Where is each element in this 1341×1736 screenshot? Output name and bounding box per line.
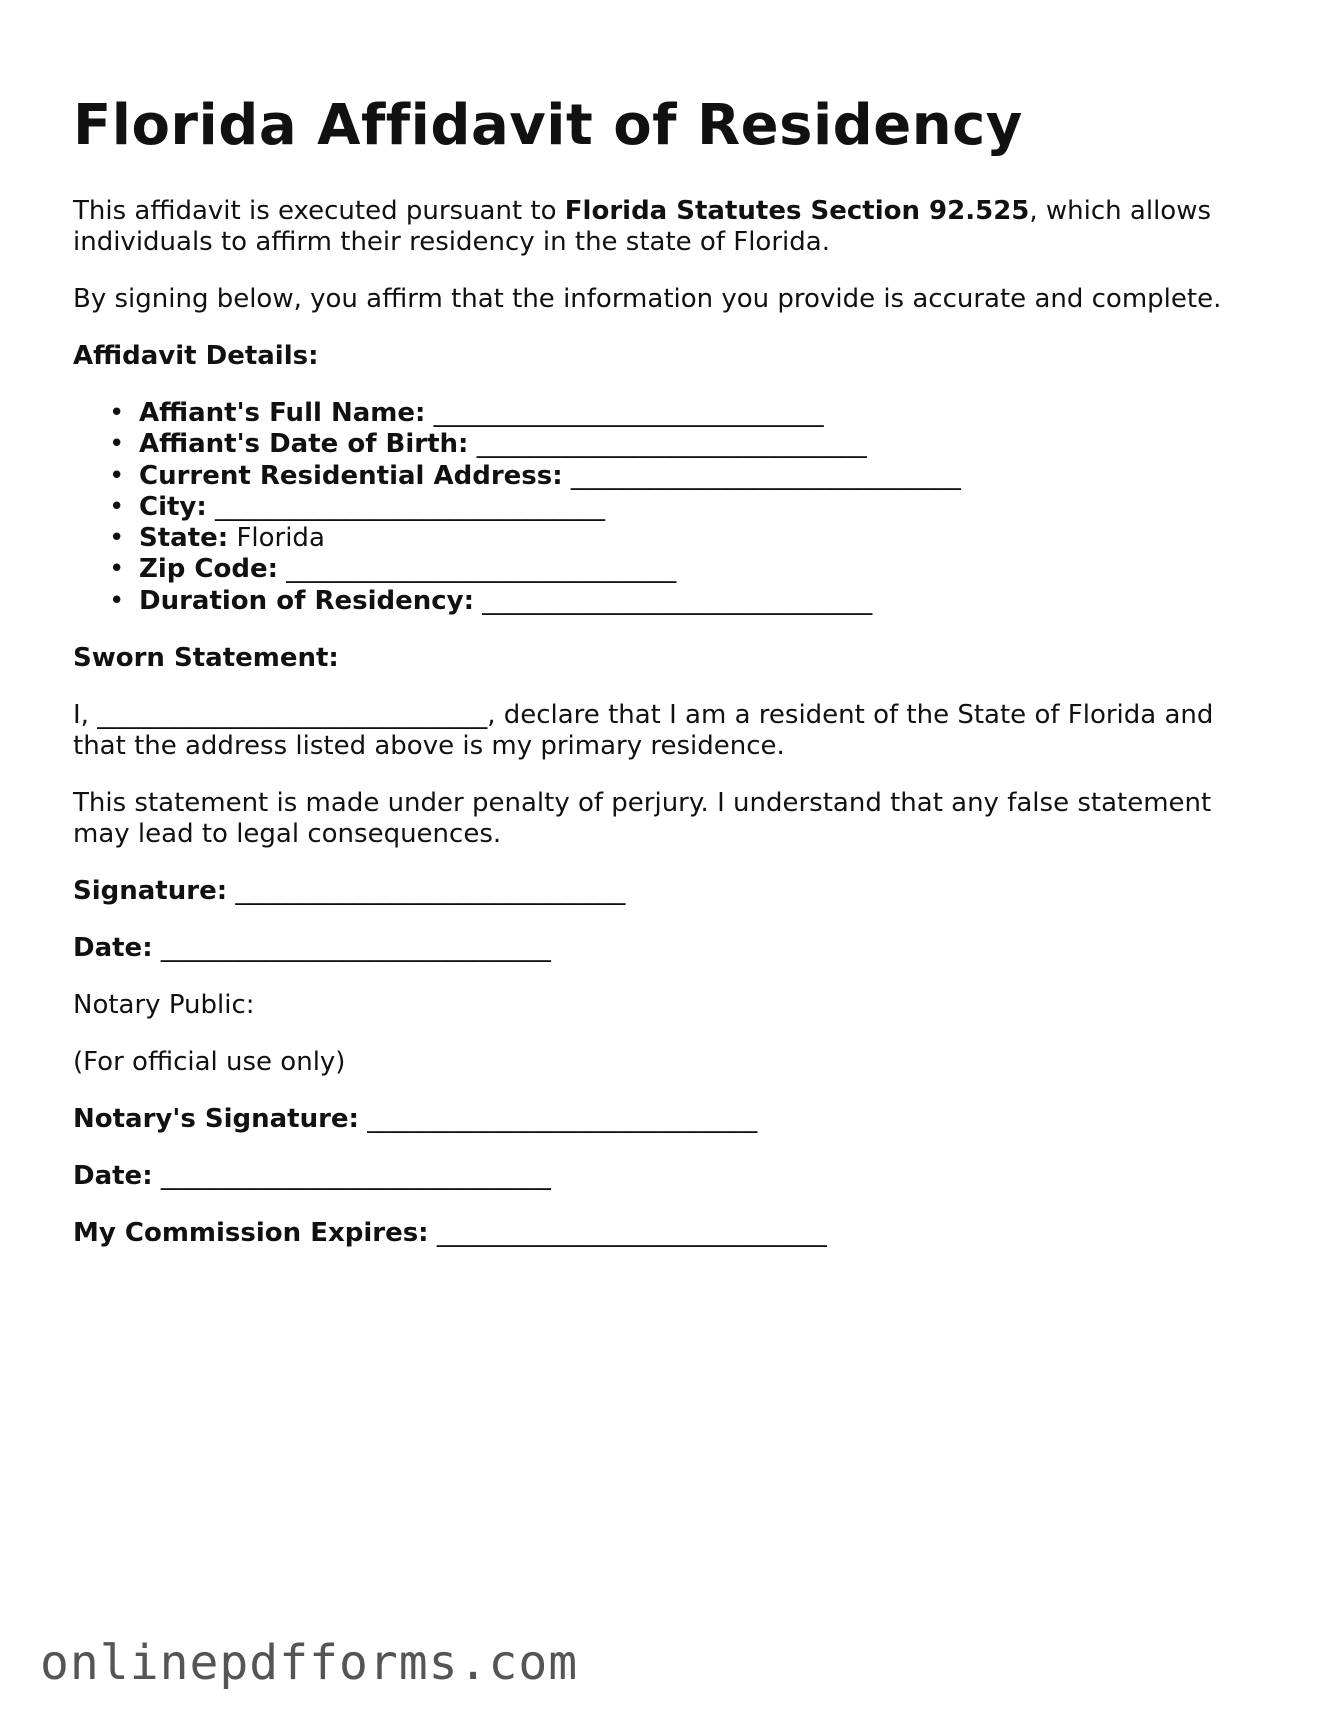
duration-label: Duration of Residency: xyxy=(139,585,475,616)
sworn-statement-paragraph xyxy=(73,700,1263,762)
full-name-field[interactable]: ______________________________ xyxy=(433,398,824,428)
affidavit-document xyxy=(73,92,1263,1275)
notary-public-label: Notary Public: xyxy=(73,990,255,1021)
perjury-paragraph: This statement is made under penalty of perjury. I understand that any false statement may lead to legal consequences. xyxy=(73,788,1212,850)
commission-line xyxy=(73,1218,1263,1249)
signature-field[interactable]: ______________________________ xyxy=(235,876,626,907)
zip-code-field[interactable]: ______________________________ xyxy=(286,554,677,585)
statute-reference: Florida Statutes Section 92.525 xyxy=(564,196,1030,226)
list-item-zip-code xyxy=(109,554,1263,585)
signature-line xyxy=(73,876,1263,907)
details-heading xyxy=(73,341,1263,372)
details-heading-text: Affidavit Details: xyxy=(73,341,319,371)
list-item-full-name xyxy=(109,398,1263,429)
document-title: Florida Affidavit of Residency xyxy=(73,93,1023,158)
sworn-heading-text: Sworn Statement: xyxy=(73,643,339,674)
list-item-address xyxy=(109,460,1263,492)
commission-label: My Commission Expires: xyxy=(73,1218,429,1249)
bullet-icon: • xyxy=(109,429,125,460)
address-field[interactable]: ______________________________ xyxy=(570,460,961,491)
sworn-text-post: , declare that I am a resident of the State of Florida and that the address listed above is my primary residence. xyxy=(73,700,1214,762)
sworn-text-pre: I, xyxy=(73,700,98,731)
date-of-birth-field[interactable]: ______________________________ xyxy=(476,429,867,460)
zip-code-label: Zip Code: xyxy=(139,554,279,585)
bullet-icon: • xyxy=(109,460,125,491)
notary-date-label: Date: xyxy=(73,1161,153,1192)
notary-signature-label: Notary's Signature: xyxy=(73,1104,359,1135)
city-label: City: xyxy=(139,491,207,522)
bullet-icon: • xyxy=(109,491,125,522)
notary-signature-line xyxy=(73,1104,1263,1135)
details-list xyxy=(73,398,1263,617)
city-field[interactable]: ______________________________ xyxy=(215,491,606,522)
affirm-paragraph: By signing below, you affirm that the information you provide is accurate and complete. xyxy=(73,284,1222,314)
date-of-birth-label: Affiant's Date of Birth: xyxy=(139,429,469,460)
notary-date-field[interactable]: ______________________________ xyxy=(160,1161,551,1192)
list-item-state xyxy=(109,523,1263,554)
bullet-icon: • xyxy=(109,585,125,616)
duration-field[interactable]: ______________________________ xyxy=(482,585,873,616)
intro-text-pre: This affidavit is executed pursuant to xyxy=(73,196,565,226)
official-use-note: (For official use only) xyxy=(73,1047,346,1078)
declarant-name-field[interactable]: ______________________________ xyxy=(97,700,488,731)
state-label: State: xyxy=(139,523,229,554)
bullet-icon: • xyxy=(109,523,125,554)
date-label: Date: xyxy=(73,933,153,964)
address-label: Current Residential Address: xyxy=(139,460,563,491)
list-item-duration xyxy=(109,585,1263,617)
list-item-city xyxy=(109,491,1263,523)
bullet-icon: • xyxy=(109,554,125,585)
commission-field[interactable]: ______________________________ xyxy=(436,1218,827,1249)
date-field[interactable]: ______________________________ xyxy=(160,933,551,964)
intro-text-post: , which allows individuals to affirm their residency in the state of Florida. xyxy=(73,196,1212,257)
intro-paragraph xyxy=(73,196,1263,258)
list-item-date-of-birth xyxy=(109,429,1263,460)
signature-label: Signature: xyxy=(73,876,228,907)
site-watermark: onlinepdfforms.com xyxy=(40,1635,579,1691)
sworn-heading xyxy=(73,643,1263,674)
bullet-icon: • xyxy=(109,398,125,428)
state-value: Florida xyxy=(236,523,325,554)
date-line xyxy=(73,933,1263,964)
notary-date-line xyxy=(73,1161,1263,1192)
full-name-label: Affiant's Full Name: xyxy=(139,398,426,428)
notary-signature-field[interactable]: ______________________________ xyxy=(367,1104,758,1135)
